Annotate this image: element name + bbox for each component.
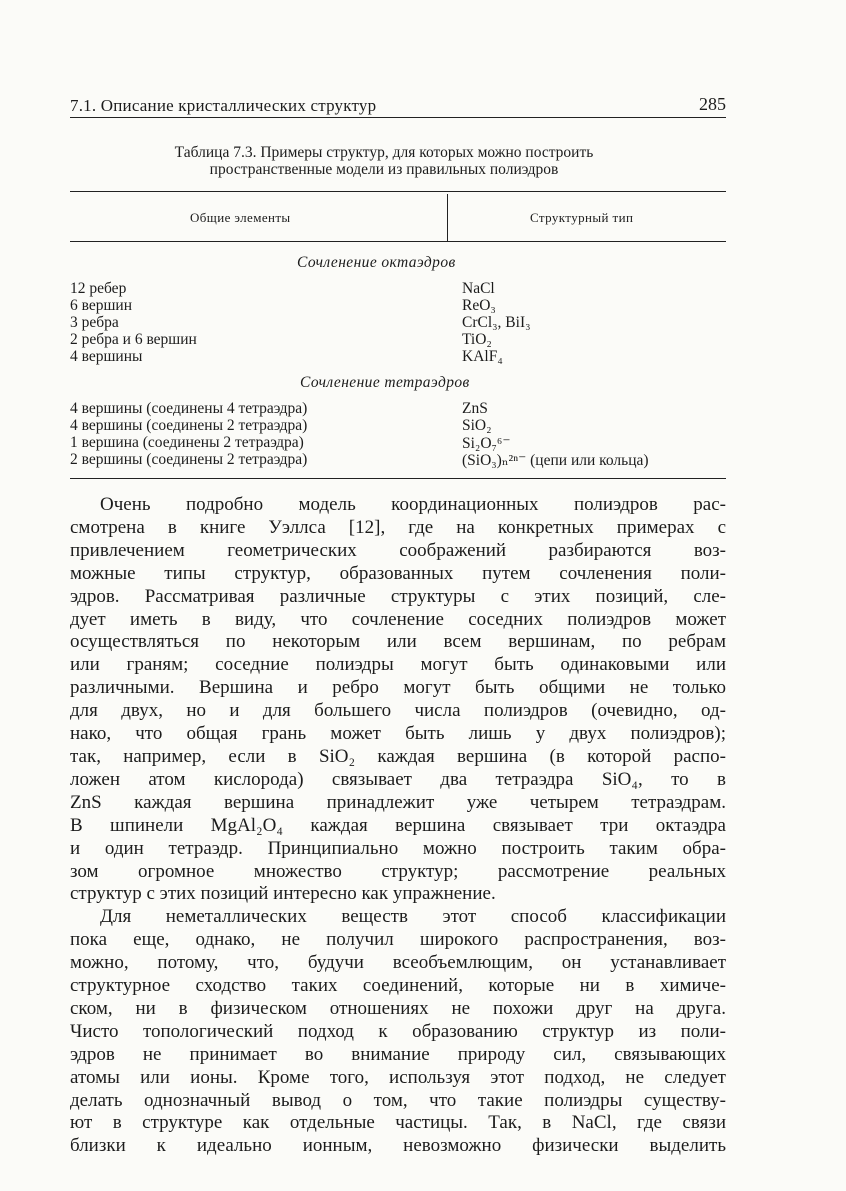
text-line: близки к идеально ионным, невозможно физически выделить <box>70 1135 726 1157</box>
body-text <box>70 494 726 1158</box>
cell-elements: 2 ребра и 6 вершин <box>70 331 197 348</box>
text-line: ZnS каждая вершина принадлежит уже четырем тетраэдрам. <box>70 791 726 813</box>
table-row <box>70 348 730 366</box>
cell-elements: 4 вершины (соединены 2 тетраэдра) <box>70 417 308 434</box>
text-line: Очень подробно модель координационных полиэдров рас- <box>100 494 726 515</box>
column-header-elements: Общие элементы <box>190 210 291 225</box>
text-line: или граням; соседние полиэдры могут быть одинаковыми или <box>70 654 726 676</box>
cell-elements: 6 вершин <box>70 297 133 314</box>
paragraph <box>70 906 726 1158</box>
text-line: и один тетраэдр. Принципиально можно построить таким обра- <box>70 837 726 859</box>
text-line: смотрена в книге Уэллса [12], где на конкретных примерах с <box>70 516 726 538</box>
table-row <box>70 451 730 469</box>
cell-structure-type: CrCl₃, BiI₃ <box>462 314 531 331</box>
cell-structure-type: KAlF₄ <box>462 348 503 365</box>
section-title-octahedra: Сочленение октаэдров <box>297 254 456 271</box>
table-column-divider <box>447 194 448 241</box>
running-head-title: 7.1. Описание кристаллических структур <box>70 96 377 115</box>
table-header-rule <box>70 241 726 242</box>
text-line: для двух, но и для большего числа полиэдров (очевидно, од- <box>70 700 726 722</box>
text-line: осуществляться по некоторым или всем вершинам, по ребрам <box>70 631 726 653</box>
text-line: дует иметь в виду, что сочленение соседних полиэдров может <box>70 608 726 630</box>
table-row <box>70 297 730 315</box>
text-line: нако, что общая грань может быть лишь у двух полиэдров); <box>70 723 726 745</box>
cell-elements: 4 вершины (соединены 4 тетраэдра) <box>70 400 308 417</box>
table-row <box>70 400 730 418</box>
text-line: различными. Вершина и ребро могут быть общими не только <box>70 677 726 699</box>
cell-structure-type: ReO₃ <box>462 297 496 314</box>
table-top-rule <box>70 191 726 192</box>
table-bottom-rule <box>70 478 726 479</box>
table-row <box>70 417 730 435</box>
cell-elements: 3 ребра <box>70 314 119 331</box>
paragraph <box>70 494 726 906</box>
cell-elements: 2 вершины (соединены 2 тетраэдра) <box>70 451 308 468</box>
table-caption <box>70 144 698 178</box>
table-caption-line: Таблица 7.3. Примеры структур, для которых можно построить <box>174 144 594 161</box>
text-line: ют в структуре как отдельные частицы. Так, в NaCl, где связи <box>70 1112 726 1134</box>
page-number: 285 <box>699 94 726 114</box>
text-line: эдров не принимает во внимание природу сил, связывающих <box>70 1043 726 1065</box>
text-line: ском, ни в физическом отношениях не похожи друг на друга. <box>70 997 726 1019</box>
table-caption-line: пространственные модели из правильных полиэдров <box>209 161 559 178</box>
text-line: пока еще, однако, не получил широкого распространения, воз- <box>70 929 726 951</box>
cell-elements: 12 ребер <box>70 280 127 297</box>
cell-structure-type: SiO₂ <box>462 417 492 434</box>
column-header-structure-type: Структурный тип <box>530 210 634 225</box>
cell-structure-type: ZnS <box>462 400 488 417</box>
cell-structure-type: (SiO₃)ₙ²ⁿ⁻ (цепи или кольца) <box>462 452 649 469</box>
text-line: привлечением геометрических соображений разбираются воз- <box>70 539 726 561</box>
header-rule <box>70 117 726 118</box>
text-line: Для неметаллических веществ этот способ классификации <box>100 906 726 928</box>
text-line: атомы или ионы. Кроме того, используя этот подход, не следует <box>70 1066 726 1088</box>
text-line: Чисто топологический подход к образованию структур из поли- <box>70 1020 726 1042</box>
cell-elements: 4 вершины <box>70 348 143 365</box>
text-line: структурное сходство таких соединений, которые ни в химиче- <box>70 975 726 997</box>
text-line: делать однозначный вывод о том, что такие полиэдры существу- <box>70 1089 726 1111</box>
table-row <box>70 314 730 332</box>
text-line: эдров. Рассматривая различные структуры с этих позиций, сле- <box>70 585 726 607</box>
cell-structure-type: NaCl <box>462 280 495 297</box>
text-line: можные типы структур, образованных путем сочленения поли- <box>70 562 726 584</box>
table-row <box>70 331 730 349</box>
table-row <box>70 434 730 452</box>
section-title-tetrahedra: Сочленение тетраэдров <box>300 374 470 391</box>
table-row <box>70 280 730 298</box>
cell-structure-type: Si₂O₇⁶⁻ <box>462 435 511 452</box>
text-line: ложен атом кислорода) связывает два тетраэдра SiO₄, то в <box>70 768 726 790</box>
cell-elements: 1 вершина (соединены 2 тетраэдра) <box>70 434 304 451</box>
running-head <box>70 96 726 120</box>
cell-structure-type: TiO₂ <box>462 331 492 348</box>
text-line: можно, потому, что, будучи всеобъемлющим, он устанавливает <box>70 952 726 974</box>
text-line: В шпинели MgAl₂O₄ каждая вершина связывает три октаэдра <box>70 814 726 836</box>
text-line: так, например, если в SiO₂ каждая вершина (в которой распо- <box>70 745 726 767</box>
text-line: структур с этих позиций интересно как упражнение. <box>70 883 496 905</box>
text-line: зом огромное множество структур; рассмотрение реальных <box>70 860 726 882</box>
